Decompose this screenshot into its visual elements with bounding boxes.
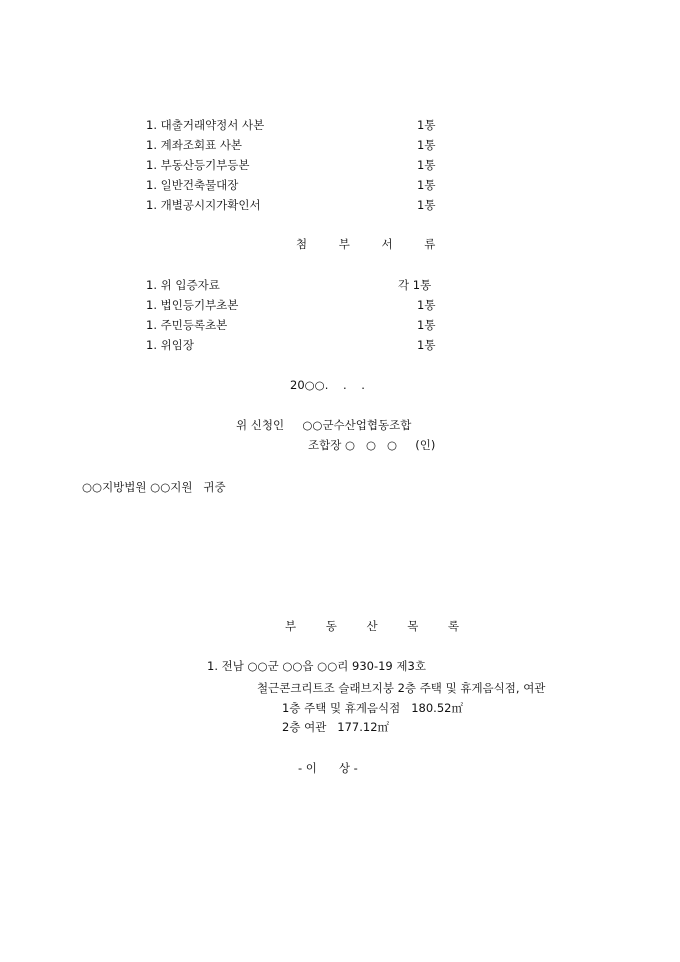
list-item-count: 1통	[417, 118, 436, 132]
list-item-label: 1. 위 입증자료	[146, 278, 220, 292]
list-item-label: 1. 개별공시지가확인서	[146, 198, 261, 212]
list-item-label: 1. 주민등록초본	[146, 318, 228, 332]
property-address: 1. 전남 ○○군 ○○읍 ○○리 930-19 제3호	[207, 659, 426, 673]
list-item-count: 1통	[417, 158, 436, 172]
list-item-count: 1통	[417, 338, 436, 352]
list-item-label: 1. 일반건축물대장	[146, 178, 239, 192]
list-item-count: 1통	[417, 318, 436, 332]
closing-mark: - 이 상 -	[298, 761, 358, 775]
property-heading: 부 동 산 목 록	[285, 619, 473, 633]
property-floor-1: 1층 주택 및 휴게음식점 180.52㎡	[282, 701, 463, 715]
property-floor-2: 2층 여관 177.12㎡	[282, 720, 390, 734]
list-item-label: 1. 대출거래약정서 사본	[146, 118, 265, 132]
applicant-representative: 조합장 ○ ○ ○ (인)	[308, 438, 436, 452]
list-item-count: 1통	[417, 138, 436, 152]
applicant-name: 위 신청인 ○○군수산업협동조합	[236, 418, 412, 432]
list-item-label: 1. 위임장	[146, 338, 194, 352]
court-addressee: ○○지방법원 ○○지원 귀중	[82, 480, 226, 494]
list-item-label: 1. 계좌조회표 사본	[146, 138, 243, 152]
list-item-label: 1. 법인등기부초본	[146, 298, 239, 312]
list-item-count: 1통	[417, 298, 436, 312]
list-item-count: 각 1통	[398, 278, 432, 292]
attachments-heading: 첨 부 서 류	[296, 237, 450, 251]
list-item-count: 1통	[417, 198, 436, 212]
document-date: 20○○. . .	[290, 378, 365, 392]
list-item-label: 1. 부동산등기부등본	[146, 158, 250, 172]
list-item-count: 1통	[417, 178, 436, 192]
property-structure: 철근콘크리트조 슬래브지붕 2층 주택 및 휴게음식점, 여관	[257, 681, 546, 695]
